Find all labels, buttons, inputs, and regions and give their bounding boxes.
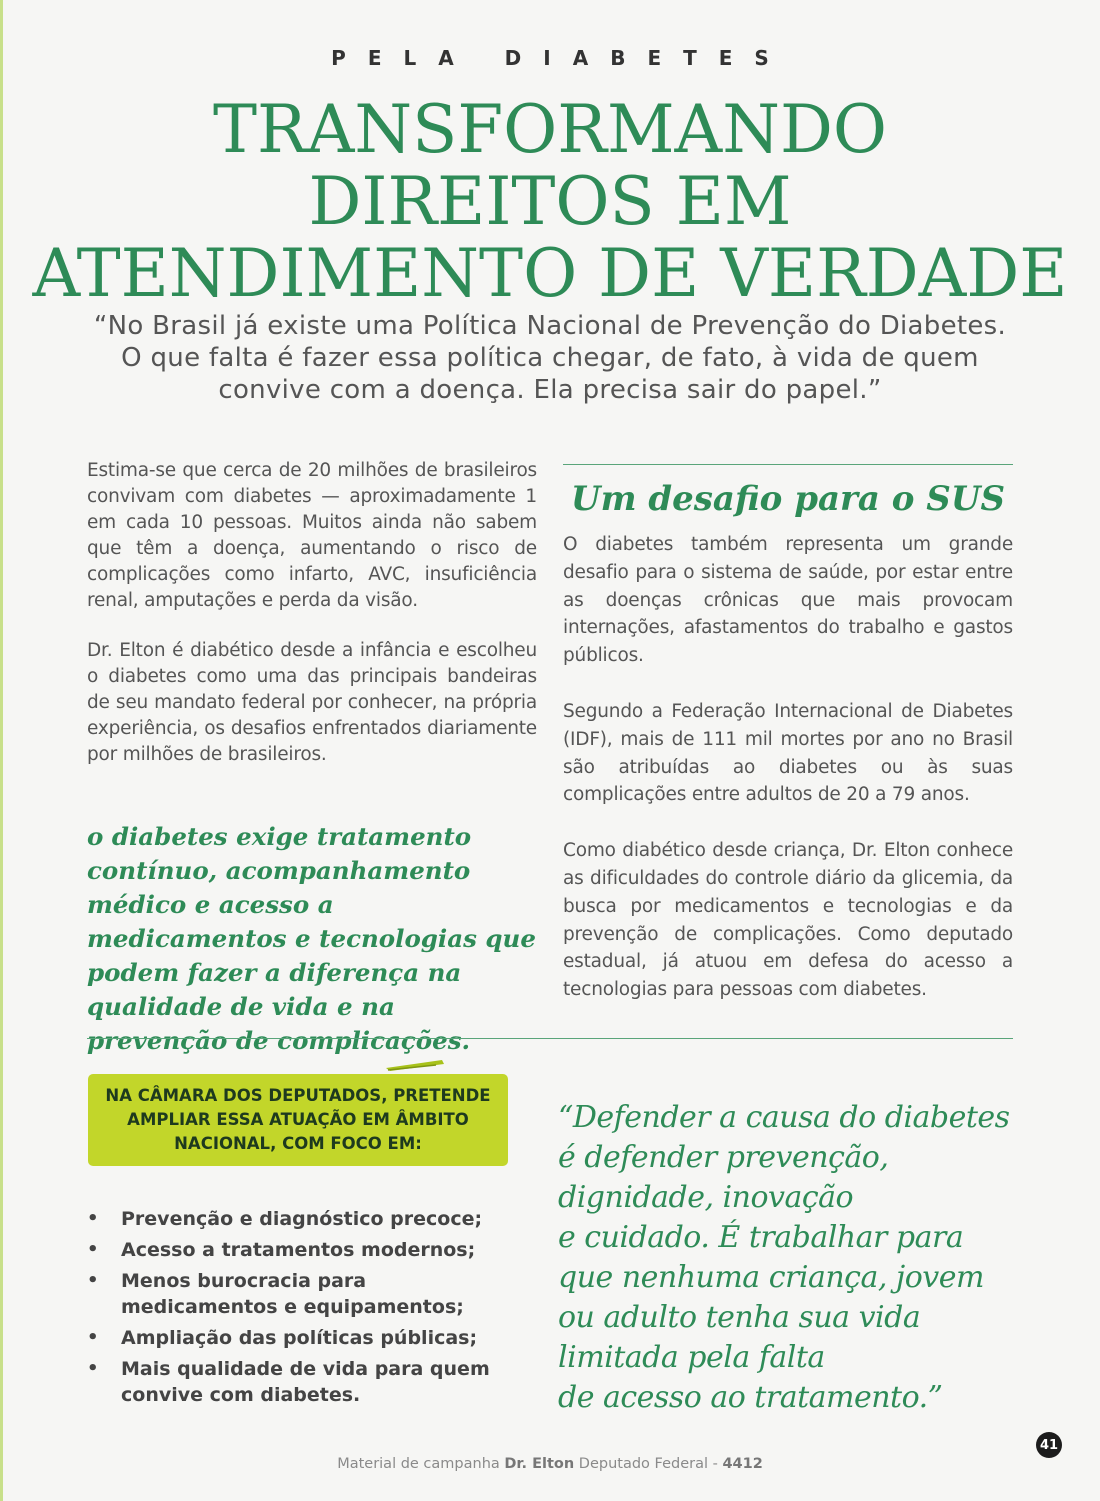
quote-line: ou adulto tenha sua vida — [558, 1300, 921, 1335]
section-kicker: PELA DIABETES — [331, 46, 791, 70]
list-item — [87, 1206, 527, 1232]
quote-line: e cuidado. É trabalhar para — [558, 1220, 964, 1255]
bullet-icon: • — [87, 1358, 99, 1379]
body-paragraph: O diabetes também representa um grande desafio para o sistema de saúde, por estar entre as doenças crônicas que mais provocam internações, afastamentos do trabalho e gastos públicos. — [563, 534, 1013, 667]
footer-role: Deputado Federal - — [578, 1456, 718, 1472]
page-title — [0, 91, 1100, 312]
pull-quote: o diabetes exige tratamento contínuo, acompanhamento médico e acesso a medicamentos e tecnologias que podem fazer a diferença na qualidade de vida e na prevenção de complicações. — [87, 822, 536, 1055]
body-paragraph: Estima-se que cerca de 20 milhões de brasileiros convivam com diabetes — aproximadamente 1 em cada 10 pessoas. Muitos ainda não sabem que têm a doença, aumentando o risco de complicações como infarto, AVC, insuficiência renal, amputações e perda da visão. — [87, 460, 537, 611]
body-paragraph: Segundo a Federação Internacional de Diabetes (IDF), mais de 111 mil mortes por ano no Brasil são atribuídas ao diabetes ou às suas complicações entre adultos de 20 a 79 anos. — [563, 700, 1013, 806]
bullet-icon: • — [87, 1208, 99, 1229]
list-item-text: Mais qualidade de vida para quem convive com diabetes. — [121, 1358, 490, 1406]
brush-stroke-icon — [384, 1058, 446, 1072]
quote-line: que nenhuma criança, jovem — [558, 1260, 984, 1295]
section-heading: Um desafio para o SUS — [570, 479, 1006, 519]
lead-quote: “No Brasil já existe uma Política Nacional de Prevenção do Diabetes. O que falta é fazer essa política chegar, de fato, à vida de quem convive com a doença. Ela precisa sair do papel.” — [93, 311, 1007, 405]
bullet-icon: • — [87, 1270, 99, 1291]
list-item-text: Prevenção e diagnóstico precoce; — [121, 1208, 483, 1230]
page-number-badge: 41 — [1036, 1432, 1062, 1458]
quote-line: limitada pela falta — [558, 1340, 825, 1375]
list-item — [87, 1237, 527, 1263]
list-item-text: Ampliação das políticas públicas; — [121, 1327, 478, 1349]
title-line: TRANSFORMANDO — [213, 91, 887, 168]
callout-box — [88, 1074, 508, 1166]
footer-prefix: Material de campanha — [337, 1456, 500, 1472]
bullet-icon: • — [87, 1327, 99, 1348]
footer-number: 4412 — [722, 1456, 763, 1472]
body-paragraph: Dr. Elton é diabético desde a infância e escolheu o diabetes como uma das principais bandeiras de seu mandato federal por conhecer, na própria experiência, os desafios enfrentados diariamente por milhões de brasileiros. — [87, 640, 537, 765]
list-item-text: Menos burocracia para medicamentos e equipamentos; — [121, 1270, 464, 1318]
title-line: DIREITOS EM — [308, 163, 792, 240]
list-item-text: Acesso a tratamentos modernos; — [121, 1239, 476, 1261]
bullet-icon: • — [87, 1239, 99, 1260]
closing-quote — [558, 1098, 1018, 1418]
list-item — [87, 1268, 527, 1320]
quote-line: é defender prevenção, — [558, 1140, 889, 1175]
title-line: ATENDIMENTO DE VERDADE — [32, 235, 1068, 312]
callout-text: NA CÂMARA DOS DEPUTADOS, PRETENDE AMPLIAR ESSA ATUAÇÃO EM ÂMBITO NACIONAL, COM FOCO EM: — [105, 1086, 491, 1153]
footer — [0, 1456, 1100, 1472]
left-column — [87, 458, 537, 1058]
quote-line: “Defender a causa do diabetes — [558, 1100, 1010, 1135]
list-item — [87, 1325, 527, 1351]
section-divider — [87, 1038, 1013, 1039]
quote-line: dignidade, inovação — [558, 1180, 854, 1215]
section-rule — [563, 464, 1013, 465]
list-item — [87, 1356, 527, 1408]
footer-name: Dr. Elton — [504, 1456, 575, 1472]
body-paragraph: Como diabético desde criança, Dr. Elton conhece as dificuldades do controle diário da glicemia, da busca por medicamentos e tecnologias e da prevenção de complicações. Como deputado estadual, já atuou em defesa do acesso a tecnologias para pessoas com diabetes. — [563, 840, 1013, 1001]
focus-list — [87, 1206, 527, 1413]
quote-line: de acesso ao tratamento.” — [558, 1380, 943, 1415]
right-column — [563, 464, 1013, 1032]
